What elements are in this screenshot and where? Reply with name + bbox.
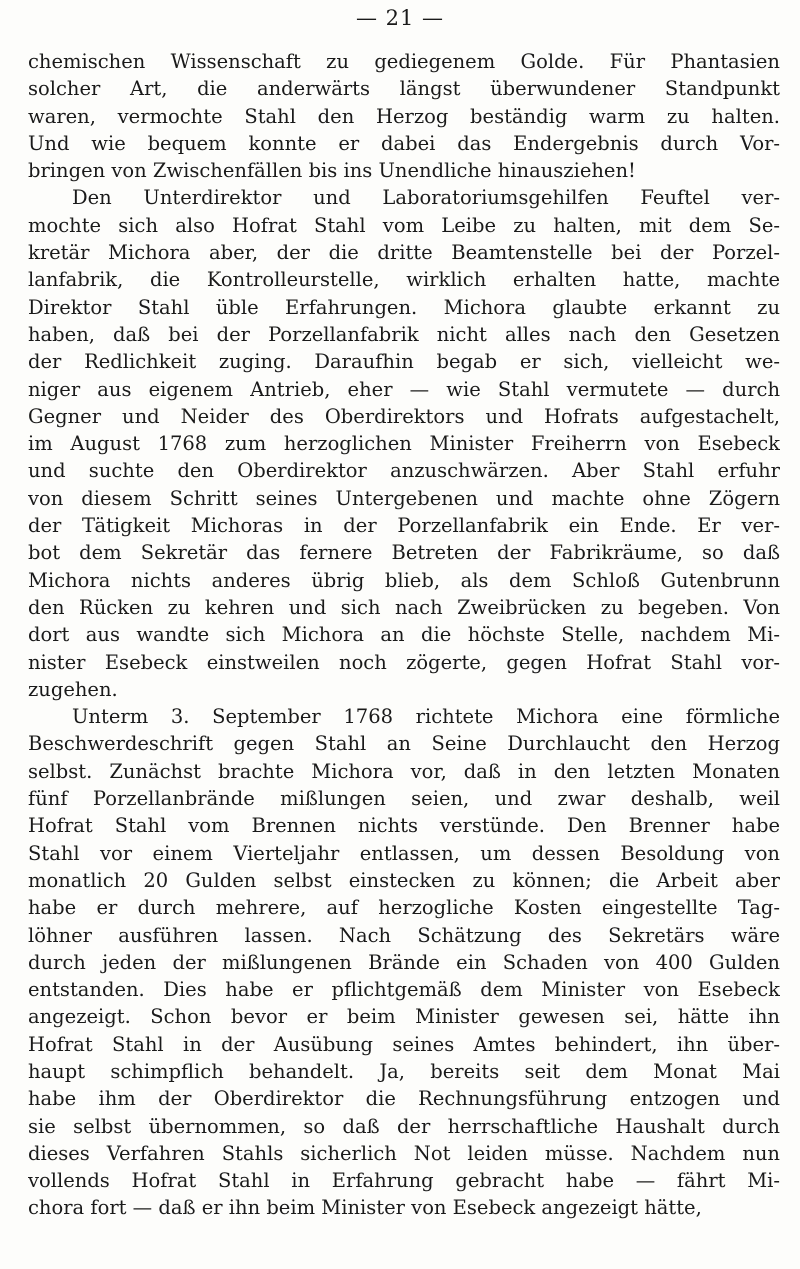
text-line: zugehen. (28, 677, 118, 701)
text-line: Hofrat Stahl vom Brennen nichts verstünde. Den Brenner habe (28, 814, 780, 838)
text-line: monatlich 20 Gulden selbst einstecken zu können; die Arbeit aber (28, 868, 780, 892)
text-line: bringen von Zwischenfällen bis ins Unendliche hinausziehen! (28, 159, 636, 183)
text-line: entstanden. Dies habe er pflichtgemäß dem Minister von Esebeck (28, 978, 780, 1002)
text-line: mochte sich also Hofrat Stahl vom Leibe zu halten, mit dem Se- (28, 213, 780, 237)
text-line: fünf Porzellanbrände mißlungen seien, und zwar deshalb, weil (28, 787, 780, 811)
text-line: vollends Hofrat Stahl in Erfahrung gebracht habe — fährt Mi- (28, 1169, 780, 1193)
text-line: den Rücken zu kehren und sich nach Zweibrücken zu begeben. Von (28, 595, 780, 619)
text-line: bot dem Sekretär das fernere Betreten der Fabrikräume, so daß (28, 541, 780, 565)
text-line: von diesem Schritt seines Untergebenen und machte ohne Zögern (28, 486, 780, 510)
text-line: der Tätigkeit Michoras in der Porzellanfabrik ein Ende. Er ver- (28, 514, 780, 538)
text-line: solcher Art, die anderwärts längst überwundener Standpunkt (28, 77, 780, 101)
text-line: kretär Michora aber, der die dritte Beamtenstelle bei der Porzel- (28, 241, 780, 265)
page-number: — 21 — (355, 6, 445, 30)
text-line: angezeigt. Schon bevor er beim Minister gewesen sei, hätte ihn (28, 1005, 780, 1029)
text-line: durch jeden der mißlungenen Brände ein Schaden von 400 Gulden (28, 950, 780, 974)
text-line: haben, daß bei der Porzellanfabrik nicht alles nach den Gesetzen (28, 322, 780, 346)
text-line: Den Unterdirektor und Laboratoriumsgehilfen Feuftel ver- (72, 186, 780, 210)
text-line: Und wie bequem konnte er dabei das Endergebnis durch Vor- (28, 131, 780, 155)
text-line: dort aus wandte sich Michora an die höchste Stelle, nachdem Mi- (28, 623, 780, 647)
text-line: habe ihm der Oberdirektor die Rechnungsführung entzogen und (28, 1087, 780, 1111)
text-line: sie selbst übernommen, so daß der herrschaftliche Haushalt durch (28, 1114, 780, 1138)
text-line: Hofrat Stahl in der Ausübung seines Amtes behindert, ihn über- (28, 1032, 780, 1056)
text-line: niger aus eigenem Antrieb, eher — wie Stahl vermutete — durch (28, 377, 780, 401)
text-line: chemischen Wissenschaft zu gediegenem Golde. Für Phantasien (28, 50, 780, 73)
text-line: haupt schimpflich behandelt. Ja, bereits seit dem Monat Mai (28, 1059, 780, 1083)
text-line: waren, vermochte Stahl den Herzog beständig warm zu halten. (28, 104, 780, 128)
text-line: löhner ausführen lassen. Nach Schätzung des Sekretärs wäre (28, 923, 780, 947)
text-line: chora fort — daß er ihn beim Minister von Esebeck angezeigt hätte, (28, 1196, 702, 1220)
text-line: lanfabrik, die Kontrolleurstelle, wirklich erhalten hatte, machte (28, 268, 780, 292)
text-line: dieses Verfahren Stahls sicherlich Not leiden müsse. Nachdem nun (28, 1141, 780, 1165)
text-line: habe er durch mehrere, auf herzogliche Kosten eingestellte Tag- (28, 896, 780, 920)
text-line: selbst. Zunächst brachte Michora vor, daß in den letzten Monaten (28, 759, 780, 783)
text-line: Michora nichts anderes übrig blieb, als dem Schloß Gutenbrunn (28, 568, 780, 592)
text-line: Beschwerdeschrift gegen Stahl an Seine Durchlaucht den Herzog (28, 732, 780, 756)
text-line: Gegner und Neider des Oberdirektors und Hofrats aufgestachelt, (28, 404, 780, 428)
text-line: und suchte den Oberdirektor anzuschwärzen. Aber Stahl erfuhr (28, 459, 780, 483)
text-line: Unterm 3. September 1768 richtete Michora eine förmliche (72, 705, 780, 729)
text-line: Stahl vor einem Vierteljahr entlassen, um dessen Besoldung von (28, 841, 780, 865)
text-line: nister Esebeck einstweilen noch zögerte, gegen Hofrat Stahl vor- (28, 650, 780, 674)
text-line: der Redlichkeit zuging. Daraufhin begab er sich, vielleicht we- (28, 350, 780, 374)
text-line: im August 1768 zum herzoglichen Minister Freiherrn von Esebeck (28, 432, 780, 456)
text-line: Direktor Stahl üble Erfahrungen. Michora glaubte erkannt zu (28, 295, 780, 319)
body-text (28, 48, 780, 1222)
